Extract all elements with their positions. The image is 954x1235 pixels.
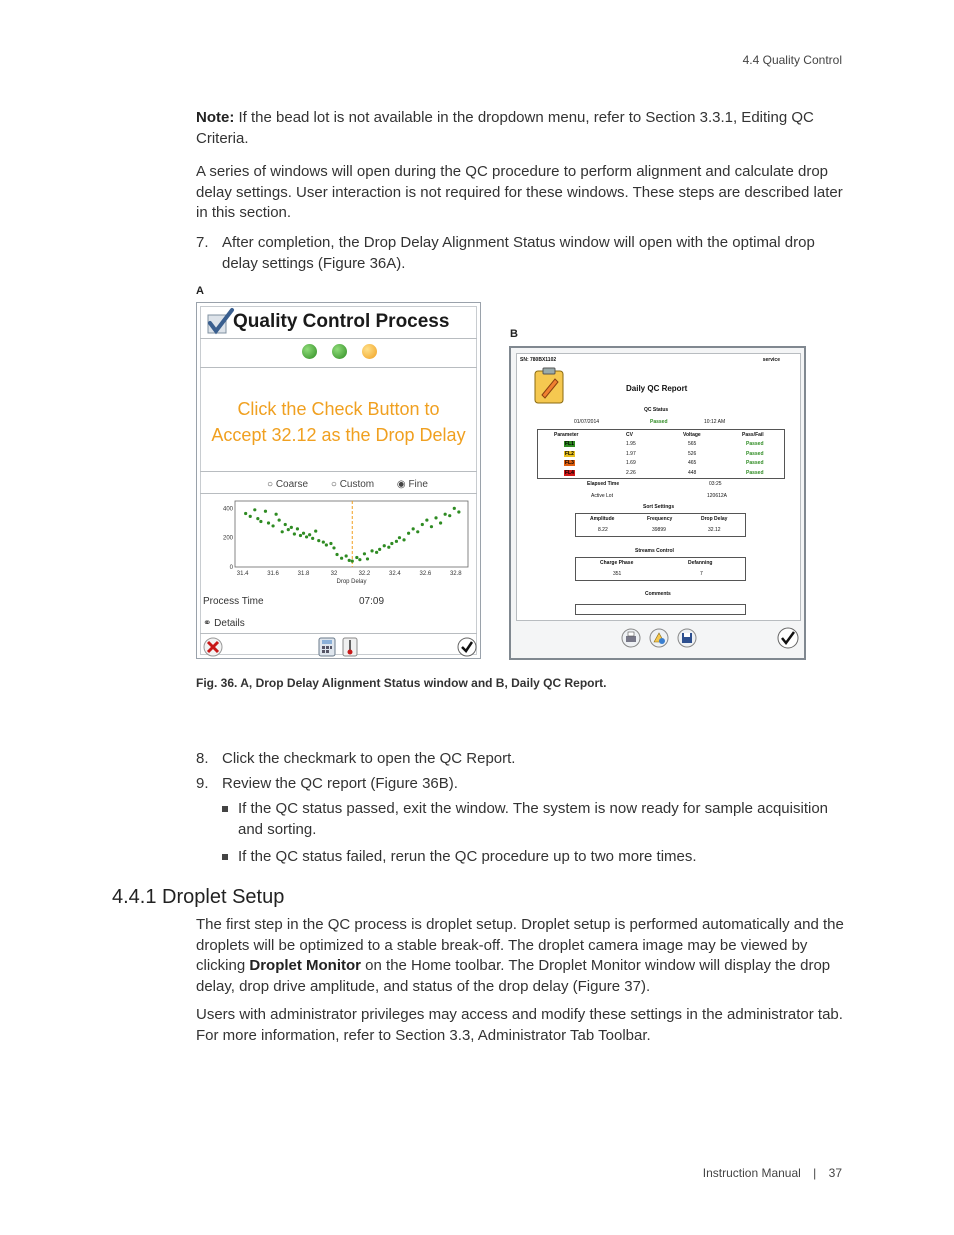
col-header: Pass/Fail [742,432,764,438]
divider [200,493,477,494]
data-point [348,559,351,562]
data-point [448,514,451,517]
col-header: Amplitude [590,516,615,522]
bullet-text: If the QC status passed, exit the window. The system is now ready for sample acquisition and sorting. [238,800,829,838]
data-point [332,546,335,549]
admin-paragraph: Users with administrator privileges may access and modify these settings in the administrator tab. For more information, refer to Section 3.3, Administrator Tab Toolbar. [196,1006,843,1044]
droplet-monitor-term: Droplet Monitor [249,957,362,974]
data-point [335,553,338,556]
report-time: 10:12 AM [704,419,726,425]
figure-caption: Fig. 36. A, Drop Delay Alignment Status window and B, Daily QC Report. [196,676,607,690]
resolution-radio-group [267,479,448,490]
data-point [275,513,278,516]
bullet-item [222,847,848,868]
daily-qc-report-window [509,346,806,660]
droplet-setup-paragraph [196,915,846,997]
voltage-cell: 465 [688,460,697,466]
data-point [370,549,373,552]
checkmark-icon[interactable] [777,627,799,649]
col-header: CV [626,432,633,438]
note-label: Note: [196,109,235,126]
data-point [325,543,328,546]
comments-field[interactable] [575,604,746,615]
parameter-badge: FL1 [565,441,574,447]
data-point [407,532,410,535]
data-point [244,512,247,515]
data-point [287,528,290,531]
col-header: Defanning [688,560,713,566]
figure-label-a: A [196,285,204,297]
y-tick-label: 0 [229,565,233,571]
data-point [305,535,308,538]
section-heading: 4.4.1 Droplet Setup [112,886,285,908]
radio-coarse[interactable]: ○ Coarse [267,479,309,490]
data-point [375,551,378,554]
step-number: 9. [196,775,209,792]
data-point [271,524,274,527]
checkmark-icon[interactable] [457,637,477,657]
data-point [256,517,259,520]
report-date: 01/07/2014 [574,419,600,425]
sort-settings-table [575,513,746,537]
data-point [439,521,442,524]
user-name: service [762,357,780,363]
divider [200,338,477,339]
x-tick-label: 31.6 [267,571,279,577]
elapsed-time-value: 03:25 [709,481,722,487]
data-point [378,548,381,551]
voltage-cell: 448 [688,469,697,476]
data-point [249,515,252,518]
prompt-line-1: Click the Check Button to [237,399,440,419]
text-run: on the Home toolbar. The Droplet Monitor window will display the drop delay, drop drive amplitude, and status of the drop delay (Figure 37). [196,957,831,995]
y-tick-label: 200 [222,535,233,542]
data-point [308,533,311,536]
data-point [278,518,281,521]
data-point [290,526,293,529]
data-point [444,513,447,516]
data-point [390,542,393,545]
data-point [425,518,428,521]
step-8 [196,749,846,770]
divider [200,471,477,472]
details-label: Details [214,618,245,629]
cv-cell: 1.95 [626,441,636,447]
divider [200,633,477,634]
qc-process-window [196,302,481,659]
result-cell: Passed [746,460,764,466]
bullet-text: If the QC status failed, rerun the QC procedure up to two more times. [238,848,697,865]
window-title: Quality Control Process [233,311,450,332]
running-header: 4.4 Quality Control [742,53,842,67]
cell: 8.22 [598,527,608,533]
radio-label: Coarse [275,479,309,490]
details-expander[interactable]: ⚭ Details [203,618,245,629]
data-point [296,527,299,530]
cell: 39899 [652,527,666,533]
figure-label-b: B [510,328,518,340]
data-point [253,508,256,511]
data-point [329,542,332,545]
qc-status-value: Passed [650,419,668,425]
calculator-icon[interactable] [318,637,336,657]
x-tick-label: 32.4 [389,571,401,577]
data-point [383,544,386,547]
clipboard-report-icon [533,367,567,405]
note-paragraph [196,108,846,149]
data-point [351,560,354,563]
data-point [293,532,296,535]
thermometer-icon[interactable] [342,637,358,657]
text-run: The first step in the QC process is droplet setup. Droplet setup is performed automatically and the droplets will be optimized to a stable break-off. The droplet camera image may be viewed by clicking [196,916,844,974]
page-number: 37 [828,1166,842,1180]
data-point [430,525,433,528]
radio-custom[interactable]: ○ Custom [330,479,375,490]
result-cell: Passed [746,441,764,447]
data-point [421,523,424,526]
printer-icon[interactable] [621,628,641,648]
data-point [340,557,343,560]
col-header: Drop Delay [701,516,728,522]
data-point [284,523,287,526]
intro-paragraph: A series of windows will open during the QC procedure to perform alignment and calculate drop delay settings. User interaction is not required for these windows. These steps are described later in this section. [196,163,843,221]
data-point [299,534,302,537]
data-point [402,538,405,541]
data-point [453,507,456,510]
process-time-label: Process Time [203,596,264,607]
step-text: Review the QC report (Figure 36B). [222,775,458,792]
voltage-cell: 526 [688,450,697,457]
footer-separator: | [813,1166,817,1180]
x-tick-label: 32.6 [419,571,432,577]
prompt-line-2: Accept 32.12 as the Drop Delay [211,425,466,445]
data-point [457,510,460,513]
result-cell: Passed [746,450,764,457]
x-tick-label: 31.4 [236,571,249,577]
process-time-value: 07:09 [359,596,385,607]
radio-label: Custom [339,479,375,490]
data-point [314,529,317,532]
x-axis-label: Drop Delay [336,579,367,585]
step-number: 7. [196,234,209,251]
checkmark-logo-icon [205,307,235,337]
plot-area [235,501,468,567]
x-tick-label: 32.2 [358,571,371,577]
radio-fine[interactable]: ◉ Fine [396,479,428,490]
qc-status-label: QC Status [644,407,669,413]
report-page [516,353,801,621]
data-point [416,530,419,533]
data-point [317,539,320,542]
parameter-badge: FL2 [565,450,574,457]
data-point [398,536,401,539]
step-number: 8. [196,750,209,767]
col-header: Frequency [647,516,673,522]
page-footer [703,1166,842,1180]
data-point [434,516,437,519]
report-title: Daily QC Report [626,384,688,393]
data-point [264,510,267,513]
cv-cell: 1.69 [626,460,636,466]
sort-settings-label: Sort Settings [643,504,675,510]
bullet-item [222,799,848,841]
x-tick-label: 31.8 [297,571,310,577]
status-light-1 [302,344,317,359]
note-text: If the bead lot is not available in the dropdown menu, refer to Section 3.3.1, Editing QC Criteria. [196,109,814,147]
status-light-2 [332,344,347,359]
data-point [322,540,325,543]
data-point [355,556,358,559]
serial-number: SN: 780BX1102 [520,357,557,363]
data-point [345,554,348,557]
elapsed-time-label: Elapsed Time [587,481,620,487]
voltage-cell: 565 [688,441,697,447]
cell: 7 [700,571,703,577]
col-header: Charge Phase [600,560,634,566]
cv-cell: 2.26 [626,469,636,476]
data-point [311,537,314,540]
streams-control-label: Streams Control [635,548,674,554]
col-header: Voltage [683,432,701,438]
bullet-square [222,854,228,860]
radio-label: Fine [408,479,428,490]
data-point [387,546,390,549]
manual-title: Instruction Manual [702,1166,801,1180]
data-point [259,520,262,523]
streams-control-table [575,557,746,581]
data-point [395,540,398,543]
x-tick-label: 32 [330,571,338,577]
active-lot-label: Active Lot [591,493,613,499]
data-point [302,532,305,535]
save-disk-icon[interactable] [677,628,697,648]
cancel-x-icon[interactable] [203,637,223,657]
data-point [412,527,415,530]
step-text: After completion, the Drop Delay Alignment Status window will open with the optimal drop delay settings (Figure 36A). [222,234,815,272]
step-7 [196,233,846,275]
cell: 351 [613,571,622,577]
step-9 [196,774,846,795]
data-point [363,552,366,555]
col-header: Parameter [554,432,579,438]
parameter-badge: FL3 [565,460,574,466]
export-icon[interactable] [649,628,669,648]
divider [200,367,477,368]
data-point [267,521,270,524]
cv-cell: 1.97 [626,450,636,457]
drop-delay-scatter-chart [219,499,475,587]
status-light-3 [362,344,377,359]
data-point [358,558,361,561]
data-point [281,530,284,533]
step-text: Click the checkmark to open the QC Report. [222,750,516,767]
cell: 32.12 [708,527,721,533]
active-lot-value: 120612A [707,493,728,499]
parameter-table [537,429,785,479]
data-point [366,557,369,560]
y-tick-label: 400 [222,506,233,513]
bullet-square [222,806,228,812]
result-cell: Passed [746,469,764,476]
parameter-badge: FL4 [565,469,574,476]
comments-label: Comments [645,591,671,597]
x-tick-label: 32.8 [449,571,462,577]
